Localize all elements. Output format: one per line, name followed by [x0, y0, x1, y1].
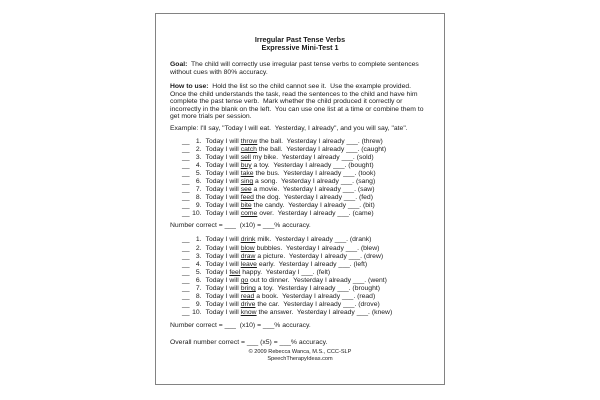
response-blank: __	[182, 293, 190, 301]
sentence-after-verb: the car. Yesterday I already ___. (drove)	[255, 301, 380, 309]
target-verb: know	[240, 309, 257, 317]
sentence-before-verb: Today I will	[205, 301, 241, 309]
target-verb: blow	[240, 244, 255, 252]
item-number: 4.	[195, 260, 202, 268]
item-number: 8.	[195, 194, 202, 202]
item-sentence	[206, 261, 368, 268]
target-verb: catch	[240, 145, 257, 153]
sentence-after-verb: the ball. Yesterday I already ___. (caught)	[256, 145, 387, 153]
target-verb: read	[240, 293, 255, 301]
sentence-before-verb: Today I will	[205, 202, 241, 210]
verb-list-1	[170, 138, 430, 219]
response-blank: __	[182, 202, 190, 210]
response-blank: __	[182, 268, 190, 276]
item-sentence	[206, 285, 380, 292]
target-verb: sing	[240, 177, 254, 185]
target-verb: throw	[240, 137, 258, 145]
list-item	[170, 277, 430, 285]
list-item	[170, 162, 430, 170]
sentence-before-verb: Today I will	[205, 153, 241, 161]
list-item	[170, 178, 430, 186]
sentence-after-verb: the answer. Yesterday I already ___. (knew)	[256, 309, 393, 317]
sentence-after-verb: bubbles. Yesterday I already ___. (blew)	[254, 244, 380, 252]
example-paragraph: Example: I'll say, "Today I will eat. Yesterday, I already", and you will say, "ate".	[170, 125, 408, 132]
response-blank: __	[182, 153, 190, 161]
target-verb: come	[240, 210, 258, 218]
item-sentence	[206, 253, 384, 260]
sentence-after-verb: early. Yesterday I already ___. (left)	[256, 260, 368, 268]
target-verb: sell	[240, 153, 251, 161]
sentence-after-verb: the dog. Yesterday I already ___. (fed)	[253, 194, 373, 202]
item-number: 6.	[195, 177, 202, 185]
target-verb: bring	[240, 285, 256, 292]
item-number: 9.	[195, 202, 202, 210]
item-number: 10.	[192, 309, 202, 317]
sentence-after-verb: a toy. Yesterday I already ___. (bought)	[251, 161, 374, 169]
list-item	[170, 154, 430, 162]
sentence-after-verb: over. Yesterday I already ___. (came)	[257, 210, 374, 218]
sentence-before-verb: Today I will	[205, 145, 241, 153]
response-blank: __	[182, 177, 190, 185]
item-number: 8.	[195, 293, 202, 301]
sentence-after-verb: a book. Yesterday I already ___. (read)	[254, 293, 376, 301]
sentence-before-verb: Today I will	[205, 169, 241, 177]
sentence-after-verb: happy. Yesterday I ___. (felt)	[240, 268, 331, 276]
target-verb: feed	[240, 194, 254, 202]
item-sentence	[206, 236, 372, 243]
score-line-2: Number correct = ___ (x10) = ___% accuracy.	[170, 322, 311, 330]
response-blank: __	[182, 244, 190, 252]
response-blank: __	[182, 145, 190, 153]
item-number: 6.	[195, 276, 202, 284]
worksheet-title	[170, 36, 430, 52]
item-sentence	[206, 210, 374, 217]
sentence-after-verb: my bike. Yesterday I already ___. (sold)	[250, 153, 374, 161]
list-item	[170, 285, 430, 293]
response-blank: __	[182, 236, 190, 244]
item-number: 2.	[195, 145, 202, 153]
item-sentence	[206, 146, 387, 153]
target-verb: leave	[240, 260, 257, 268]
list-item	[170, 301, 430, 309]
sentence-after-verb: milk. Yesterday I already ___. (drank)	[255, 236, 372, 244]
list-item	[170, 236, 430, 244]
target-verb: drive	[240, 301, 256, 309]
item-sentence	[206, 301, 380, 308]
target-verb: draw	[240, 252, 256, 260]
how-to-use-label: How to use:	[170, 83, 209, 90]
overall-score-line: Overall number correct = ___ (x5) = ___% accuracy.	[170, 338, 328, 346]
copyright-line: © 2009 Rebecca Wanca, M.S., CCC-SLP	[248, 348, 352, 355]
item-sentence	[206, 194, 373, 201]
response-blank: __	[182, 252, 190, 260]
sentence-after-verb: out to dinner. Yesterday I already ___. (went)	[248, 276, 387, 284]
target-verb: buy	[240, 161, 252, 169]
how-to-use-paragraph	[170, 83, 430, 121]
sentence-before-verb: Today I will	[205, 236, 241, 244]
item-sentence	[206, 309, 393, 316]
item-number: 1.	[195, 236, 202, 244]
sentence-before-verb: Today I will	[205, 285, 241, 292]
response-blank: __	[182, 301, 190, 309]
item-sentence	[206, 178, 376, 185]
sentence-before-verb: Today I	[205, 268, 230, 276]
item-number: 7.	[195, 285, 202, 292]
response-blank: __	[182, 285, 190, 292]
website-line: SpeechTherapyIdeas.com	[267, 355, 333, 362]
sentence-before-verb: Today I will	[205, 177, 241, 185]
sentence-after-verb: a movie. Yesterday I already ___. (saw)	[251, 186, 375, 194]
item-number: 3.	[195, 153, 202, 161]
how-to-use-text: Hold the list so the child cannot see it. Use the example provided. Once the child understands the task, read the sentences to the child and have him complete the past tense verb. Mark whether the child produced it correctly or incorrectly in the blank on the left. You can use one list at a time or combine them to get more trials per session.	[170, 83, 426, 120]
sentence-before-verb: Today I will	[205, 293, 241, 301]
response-blank: __	[182, 137, 190, 145]
response-blank: __	[182, 186, 190, 194]
sentence-before-verb: Today I will	[205, 309, 241, 317]
title-line-1: Irregular Past Tense Verbs	[254, 35, 346, 44]
sentence-before-verb: Today I will	[205, 260, 241, 268]
response-blank: __	[182, 169, 190, 177]
item-sentence	[206, 186, 375, 193]
target-verb: drink	[240, 236, 256, 244]
target-verb: see	[240, 186, 252, 194]
item-sentence	[206, 162, 374, 169]
list-item	[170, 194, 430, 202]
target-verb: bite	[240, 202, 252, 210]
sentence-before-verb: Today I will	[205, 186, 241, 194]
list-item	[170, 146, 430, 154]
goal-text: The child will correctly use irregular past tense verbs to complete sentences without cues with 80% accuracy.	[170, 61, 421, 76]
response-blank: __	[182, 210, 190, 218]
item-sentence	[206, 245, 380, 252]
sentence-before-verb: Today I will	[205, 210, 241, 218]
item-sentence	[206, 154, 374, 161]
sentence-after-verb: the bus. Yesterday I already ___. (took)	[253, 169, 376, 177]
item-number: 5.	[195, 169, 202, 177]
title-line-2: Expressive Mini-Test 1	[261, 43, 339, 52]
sentence-after-verb: a song. Yesterday I already ___. (sang)	[253, 177, 376, 185]
item-sentence	[206, 293, 376, 300]
item-number: 1.	[195, 137, 202, 145]
list-item	[170, 293, 430, 301]
item-sentence	[206, 269, 331, 276]
page-footer	[170, 349, 430, 363]
list-item	[170, 210, 430, 218]
verb-list-2	[170, 236, 430, 317]
list-item	[170, 170, 430, 178]
score-line-1: Number correct = ___ (x10) = ___% accuracy.	[170, 222, 311, 230]
target-verb: feel	[229, 268, 241, 276]
sentence-before-verb: Today I will	[205, 194, 241, 202]
list-item	[170, 309, 430, 317]
list-item	[170, 261, 430, 269]
goal-paragraph	[170, 61, 430, 76]
response-blank: __	[182, 260, 190, 268]
target-verb: go	[240, 276, 249, 284]
list-item	[170, 245, 430, 253]
item-number: 10.	[192, 210, 202, 218]
sentence-after-verb: a toy. Yesterday I already ___. (brought)	[255, 285, 381, 292]
item-number: 2.	[195, 244, 202, 252]
item-number: 3.	[195, 252, 202, 260]
item-number: 9.	[195, 301, 202, 309]
sentence-before-verb: Today I will	[205, 161, 241, 169]
sentence-after-verb: a picture. Yesterday I already ___. (drew)	[255, 252, 384, 260]
sentence-after-verb: the ball. Yesterday I already ___. (threw)	[257, 137, 383, 145]
list-item	[170, 186, 430, 194]
sentence-before-verb: Today I will	[205, 252, 241, 260]
item-number: 5.	[195, 268, 202, 276]
list-item	[170, 202, 430, 210]
item-sentence	[206, 170, 376, 177]
item-number: 7.	[195, 186, 202, 194]
response-blank: __	[182, 194, 190, 202]
response-blank: __	[182, 276, 190, 284]
list-item	[170, 138, 430, 146]
item-sentence	[206, 202, 375, 209]
response-blank: __	[182, 161, 190, 169]
goal-label: Goal:	[170, 61, 188, 68]
response-blank: __	[182, 309, 190, 317]
sentence-after-verb: the candy. Yesterday I already ___. (bit)	[251, 202, 375, 210]
list-item	[170, 253, 430, 261]
list-item	[170, 269, 430, 277]
sentence-before-verb: Today I will	[205, 244, 241, 252]
sentence-before-verb: Today I will	[205, 137, 241, 145]
item-sentence	[206, 277, 387, 284]
worksheet-page	[155, 13, 445, 385]
target-verb: take	[240, 169, 254, 177]
item-number: 4.	[195, 161, 202, 169]
item-sentence	[206, 138, 383, 145]
sentence-before-verb: Today I will	[205, 276, 241, 284]
